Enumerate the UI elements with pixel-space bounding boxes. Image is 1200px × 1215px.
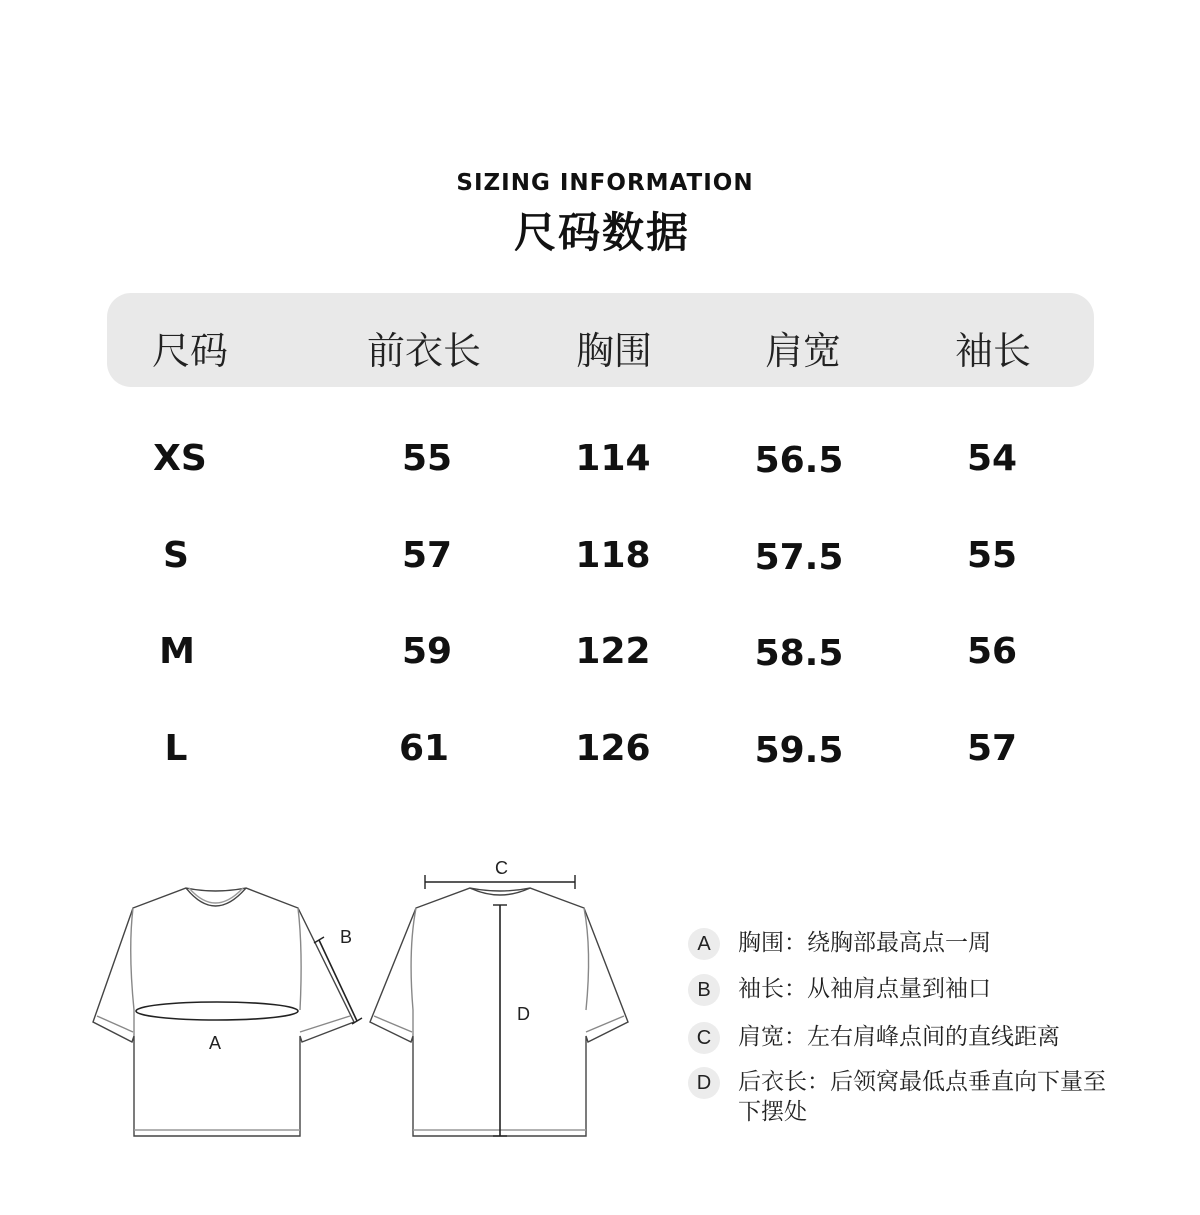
header-chest: 胸围 <box>575 329 653 373</box>
header-size: 尺码 <box>151 329 229 373</box>
cell-sleeve: 57 <box>966 728 1018 769</box>
legend-badge: D <box>688 1067 720 1099</box>
cell-front-length: 61 <box>398 728 450 769</box>
cell-shoulder: 59.5 <box>754 730 844 771</box>
legend-item <box>688 1067 1108 1127</box>
front-tshirt <box>93 888 362 1136</box>
title-cn: 尺码数据 <box>513 208 690 257</box>
title-en: SIZING INFORMATION <box>456 170 754 196</box>
cell-sleeve: 55 <box>966 535 1018 576</box>
legend-text: 后衣长：后领窝最低点垂直向下量至下摆处 <box>738 1069 1106 1125</box>
header-front-length: 前衣长 <box>366 329 482 373</box>
header-shoulder: 肩宽 <box>764 329 842 373</box>
cell-chest: 114 <box>575 438 651 479</box>
label-a: A <box>209 1033 222 1053</box>
legend-text: 袖长：从袖肩点量到袖口 <box>738 976 991 1002</box>
legend-badge: A <box>688 928 720 960</box>
legend-badge: B <box>688 974 720 1006</box>
cell-size: M <box>159 631 195 672</box>
cell-sleeve: 54 <box>966 438 1018 479</box>
cell-sleeve: 56 <box>966 631 1018 672</box>
cell-size: XS <box>153 438 207 479</box>
tshirt-diagrams <box>0 850 660 1180</box>
cell-shoulder: 58.5 <box>754 633 844 674</box>
label-d: D <box>517 1004 530 1024</box>
label-b: B <box>340 927 353 947</box>
cell-front-length: 59 <box>401 631 453 672</box>
legend-badge: C <box>688 1022 720 1054</box>
cell-front-length: 57 <box>401 535 453 576</box>
header-sleeve: 袖长 <box>954 329 1032 373</box>
cell-chest: 122 <box>575 631 651 672</box>
label-c: C <box>495 858 508 878</box>
legend-text: 肩宽：左右肩峰点间的直线距离 <box>738 1024 1060 1050</box>
legend-item <box>688 1022 1108 1054</box>
legend-item <box>688 974 1108 1006</box>
cell-shoulder: 57.5 <box>754 537 844 578</box>
legend-item <box>688 928 1108 960</box>
cell-size: S <box>163 535 189 576</box>
legend-text: 胸围：绕胸部最高点一周 <box>738 930 991 956</box>
back-tshirt <box>370 858 628 1136</box>
cell-chest: 118 <box>575 535 651 576</box>
cell-chest: 126 <box>575 728 651 769</box>
cell-front-length: 55 <box>401 438 453 479</box>
cell-shoulder: 56.5 <box>754 440 844 481</box>
cell-size: L <box>164 728 188 769</box>
